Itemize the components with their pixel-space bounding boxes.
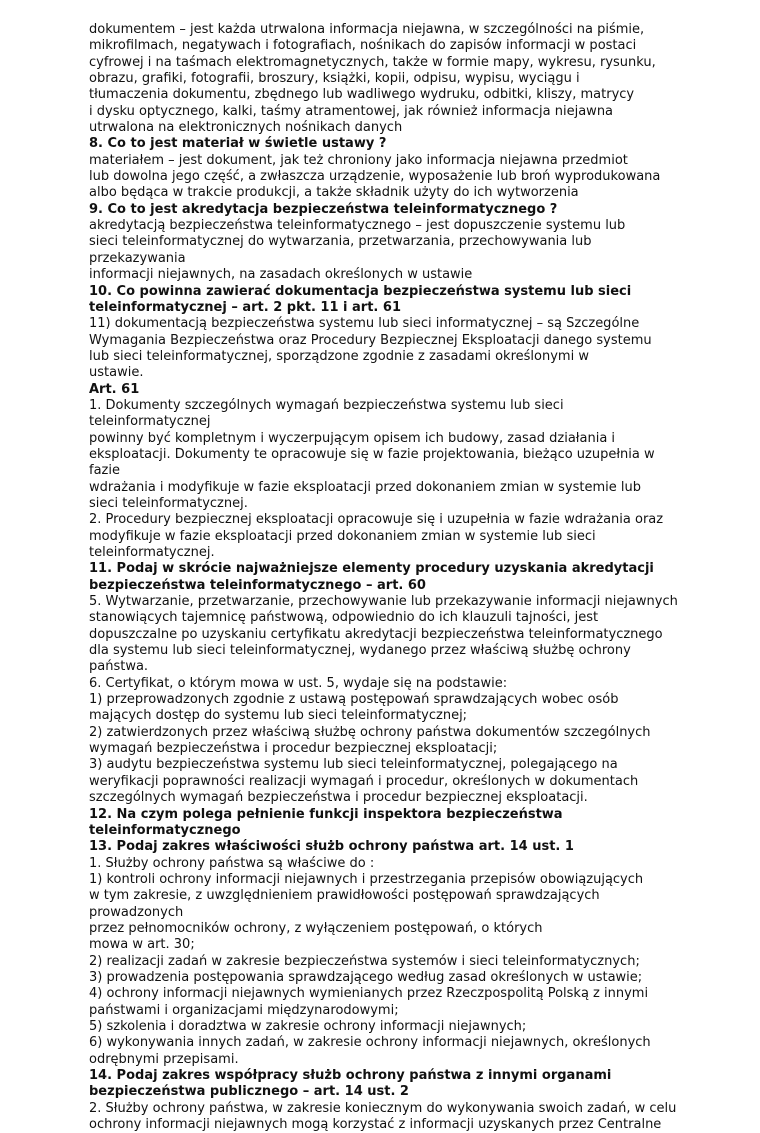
text-line: weryfikacji poprawności realizacji wymagań i procedur, określonych w dokumentach bbox=[89, 773, 639, 789]
text-line: 6) wykonywania innych zadań, w zakresie ochrony informacji niejawnych, określonych bbox=[89, 1035, 651, 1051]
heading-line: 9. Co to jest akredytacja bezpieczeństwa teleinformatycznego ? bbox=[89, 201, 558, 217]
text-line: wdrażania i modyfikuje w fazie eksploatacji przed dokonaniem zmian w systemie lub bbox=[89, 479, 641, 495]
heading-line: bezpieczeństwa teleinformatycznego – art. 60 bbox=[89, 577, 426, 593]
text-line: dokumentem – jest każda utrwalona informacja niejawna, w szczególności na piśmie, bbox=[89, 22, 645, 37]
text-line: materiałem – jest dokument, jak też chroniony jako informacja niejawna przedmiot bbox=[89, 152, 628, 168]
heading-line: 8. Co to jest materiał w świetle ustawy ? bbox=[89, 136, 387, 152]
text-line: państwa. bbox=[89, 659, 149, 675]
text-line: szczególnych wymagań bezpieczeństwa i procedur bezpiecznej eksploatacji. bbox=[89, 790, 588, 806]
text-line: prowadzonych bbox=[89, 904, 184, 920]
text-line: 1. Służby ochrony państwa są właściwe do : bbox=[89, 855, 375, 871]
text-line: powinny być kompletnym i wyczerpującym opisem ich budowy, zasad działania i bbox=[89, 430, 616, 446]
text-line: mowa w art. 30; bbox=[89, 937, 195, 953]
text-line: albo będąca w trakcie produkcji, a także składnik użyty do ich wytworzenia bbox=[89, 185, 579, 201]
text-line: teleinformatycznej bbox=[89, 414, 211, 430]
text-line: 2) zatwierdzonych przez właściwą służbę ochrony państwa dokumentów szczególnych bbox=[89, 724, 651, 740]
text-line: modyfikuje w fazie eksploatacji przed dokonaniem zmian w systemie lub sieci bbox=[89, 528, 596, 544]
text-line: stanowiących tajemnicę państwową, odpowiednio do ich klauzuli tajności, jest bbox=[89, 610, 599, 626]
text-line: fazie bbox=[89, 463, 120, 479]
text-line: przekazywania bbox=[89, 250, 186, 266]
text-line: 11) dokumentacją bezpieczeństwa systemu lub sieci informatycznej – są Szczególne bbox=[89, 316, 640, 332]
text-line: informacji niejawnych, na zasadach określonych w ustawie bbox=[89, 267, 473, 283]
text-line: tłumaczenia dokumentu, zbędnego lub wadliwego wydruku, odbitki, kliszy, matrycy bbox=[89, 87, 635, 103]
text-line: 6. Certyfikat, o którym mowa w ust. 5, wydaje się na podstawie: bbox=[89, 675, 508, 691]
text-line: sieci teleinformatycznej. bbox=[89, 495, 248, 511]
text-line: cyfrowej i na taśmach elektromagnetycznych, także w formie mapy, wykresu, rysunku, bbox=[89, 54, 656, 70]
text-line: teleinformatycznej. bbox=[89, 545, 215, 560]
text-line: sieci teleinformatycznej do wytwarzania, przetwarzania, przechowywania lub bbox=[89, 234, 592, 250]
text-line: 1. Dokumenty szczególnych wymagań bezpieczeństwa systemu lub sieci bbox=[89, 397, 564, 413]
text-line: lub dowolna jego część, a zwłaszcza urządzenie, wyposażenie lub broń wyprodukowana bbox=[89, 169, 661, 185]
text-line: obrazu, grafiki, fotografii, broszury, książki, kopii, odpisu, wypisu, wyciągu i bbox=[89, 71, 580, 87]
document-page bbox=[89, 22, 709, 1133]
heading-line: 11. Podaj w skrócie najważniejsze elementy procedury uzyskania akredytacji bbox=[89, 561, 654, 577]
text-line: 5) szkolenia i doradztwa w zakresie ochrony informacji niejawnych; bbox=[89, 1018, 527, 1034]
text-line: w tym zakresie, z uwzględnieniem prawidłowości postępowań sprawdzających bbox=[89, 888, 600, 904]
heading-line: 10. Co powinna zawierać dokumentacja bezpieczeństwa systemu lub sieci bbox=[89, 283, 632, 299]
text-line: państwami i organizacjami międzynarodowymi; bbox=[89, 1002, 399, 1018]
text-line: odrębnymi przepisami. bbox=[89, 1051, 239, 1067]
heading-line: 14. Podaj zakres współpracy służb ochrony państwa z innymi organami bbox=[89, 1068, 612, 1083]
text-line: mających dostęp do systemu lub sieci teleinformatycznej; bbox=[89, 708, 468, 724]
heading-line: bezpieczeństwa publicznego – art. 14 ust. 2 bbox=[89, 1084, 409, 1100]
text-line: 2) realizacji zadań w zakresie bezpieczeństwa systemów i sieci teleinformatycznych; bbox=[89, 953, 640, 969]
text-line: eksploatacji. Dokumenty te opracowuje się w fazie projektowania, bieżąco uzupełnia w bbox=[89, 446, 655, 462]
heading-line: 13. Podaj zakres właściwości służb ochrony państwa art. 14 ust. 1 bbox=[89, 839, 574, 855]
heading-line: 12. Na czym polega pełnienie funkcji inspektora bezpieczeństwa bbox=[89, 806, 563, 822]
text-line: 3) audytu bezpieczeństwa systemu lub sieci teleinformatycznej, polegającego na bbox=[89, 757, 618, 773]
text-line: 3) prowadzenia postępowania sprawdzającego według zasad określonych w ustawie; bbox=[89, 969, 643, 985]
text-line: 5. Wytwarzanie, przetwarzanie, przechowywanie lub przekazywanie informacji niejawnych bbox=[89, 594, 678, 610]
text-line: akredytacją bezpieczeństwa teleinformatycznego – jest dopuszczenie systemu lub bbox=[89, 218, 626, 234]
heading-line: Art. 61 bbox=[89, 381, 140, 397]
heading-line: teleinformatycznej – art. 2 pkt. 11 i art. 61 bbox=[89, 299, 401, 315]
text-line: 1) kontroli ochrony informacji niejawnych i przestrzegania przepisów obowiązujących bbox=[89, 871, 644, 887]
text-line: utrwalona na elektronicznych nośnikach danych bbox=[89, 120, 403, 136]
text-line: ustawie. bbox=[89, 365, 144, 381]
text-line: lub sieci teleinformatycznej, sporządzone zgodnie z zasadami określonymi w bbox=[89, 348, 589, 364]
text-line: wymagań bezpieczeństwa i procedur bezpiecznej eksploatacji; bbox=[89, 741, 498, 757]
heading-line: teleinformatycznego bbox=[89, 822, 241, 838]
text-line: 2. Służby ochrony państwa, w zakresie koniecznym do wykonywania swoich zadań, w celu bbox=[89, 1100, 677, 1116]
text-line: dopuszczalne po uzyskaniu certyfikatu akredytacji bezpieczeństwa teleinformatycznego bbox=[89, 626, 663, 642]
text-line: przez pełnomocników ochrony, z wyłączeniem postępowań, o których bbox=[89, 920, 543, 936]
text-line: 4) ochrony informacji niejawnych wymienianych przez Rzeczpospolitą Polską z innymi bbox=[89, 986, 649, 1002]
text-line: dla systemu lub sieci teleinformatycznej, wydanego przez właściwą służbę ochrony bbox=[89, 643, 631, 659]
text-line: mikrofilmach, negatywach i fotografiach, nośnikach do zapisów informacji w postaci bbox=[89, 38, 637, 54]
text-line: Wymagania Bezpieczeństwa oraz Procedury Bezpiecznej Eksploatacji danego systemu bbox=[89, 332, 652, 348]
text-line: 2. Procedury bezpiecznej eksploatacji opracowuje się i uzupełnia w fazie wdrażania oraz bbox=[89, 512, 664, 528]
text-line: i dysku optycznego, kalki, taśmy atramentowej, jak również informacja niejawna bbox=[89, 103, 614, 119]
text-line: 1) przeprowadzonych zgodnie z ustawą postępowań sprawdzających wobec osób bbox=[89, 692, 619, 708]
text-line: ochrony informacji niejawnych mogą korzystać z informacji uzyskanych przez Centralne bbox=[89, 1117, 662, 1133]
